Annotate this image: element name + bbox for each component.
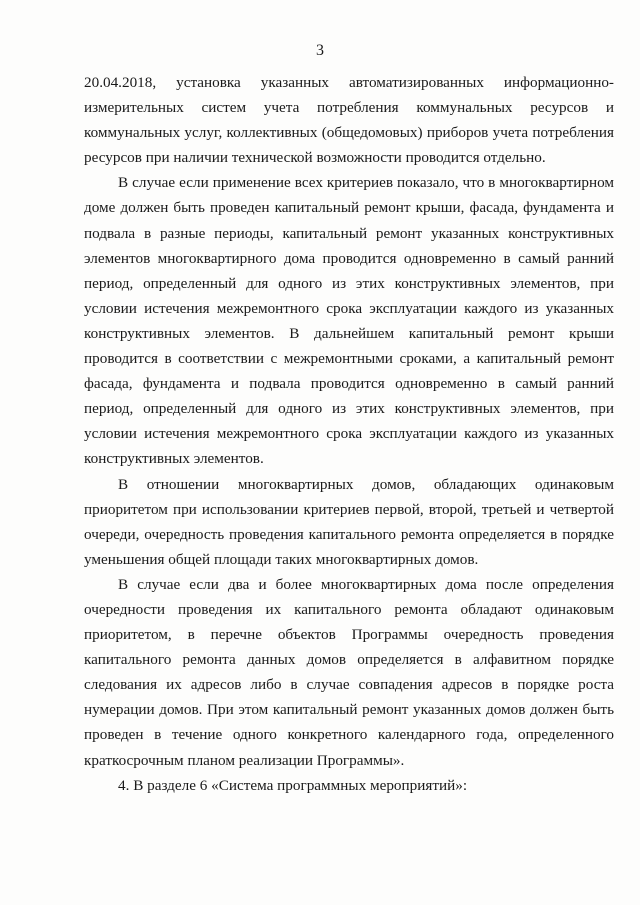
page-number: 3 bbox=[316, 42, 324, 59]
paragraph-continuation: 20.04.2018, установка указанных автоматизированных информационно-измерительных систем учета потребления коммунальных ресурсов и коммунальных услуг, коллективных (общедомовых) приборов учета потребления ресурсов при наличии технической возможности проводится отдельно. bbox=[84, 74, 614, 167]
paragraph-address-order: В случае если два и более многоквартирных дома после определения очередности проведения их капитального ремонта обладают одинаковым приоритетом, в перечне объектов Программы очередность проведения капитального ремонта данных домов определяется в алфавитном порядке следования их адресов либо в случае совпадения адресов в порядке роста нумерации домов. При этом капитальный ремонт указанных домов должен быть проведен в течение одного конкретного календарного года, определенного краткосрочным планом реализации Программы». bbox=[84, 575, 614, 769]
document-body bbox=[84, 70, 614, 798]
paragraph-equal-priority: В отношении многоквартирных домов, обладающих одинаковым приоритетом при использовании критериев первой, второй, третьей и четвертой очереди, очередность проведения капитального ремонта определяется в порядке уменьшения общей площади таких многоквартирных домов. bbox=[84, 475, 614, 568]
paragraph-roof-facade-repair: В случае если применение всех критериев показало, что в многоквартирном доме должен быть проведен капитальный ремонт крыши, фасада, фундамента и подвала в разные периоды, капитальный ремонт указанных конструктивных элементов многоквартирного дома проводится одновременно в самый ранний период, определенный для одного из этих конструктивных элементов, при условии истечения межремонтного срока эксплуатации каждого из указанных конструктивных элементов. В дальнейшем капитальный ремонт крыши проводится в соответствии с межремонтными сроками, а капитальный ремонт фасада, фундамента и подвала проводится одновременно в самый ранний период, определенный для одного из этих конструктивных элементов, при условии истечения межремонтного срока эксплуатации каждого из указанных конструктивных элементов. bbox=[84, 174, 614, 468]
paragraph-section-6: 4. В разделе 6 «Система программных мероприятий»: bbox=[118, 776, 468, 794]
